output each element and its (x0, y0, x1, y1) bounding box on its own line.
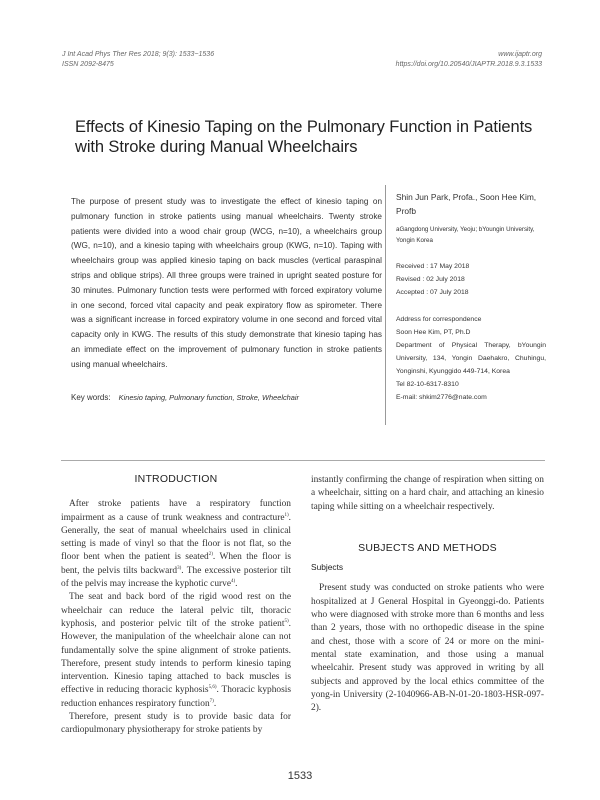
corr-name: Soon Hee Kim, PT, Ph.D (396, 329, 471, 336)
accepted-date: Accepted : 07 July 2018 (396, 289, 469, 296)
paper-title: Effects of Kinesio Taping on the Pulmonary Function in Patients with Stroke during Manual Wheelchairs (75, 118, 533, 156)
keywords (71, 393, 299, 402)
corr-address: Department of Physical Therapy, bYoungin University, 134, Yongin Daehakro, Chuhingu, Yonginshi, Kyunggido 449-714, Korea (396, 342, 546, 375)
article-info-sidebar (396, 190, 546, 404)
journal-header (62, 50, 214, 70)
abstract-section (61, 185, 386, 425)
doi-link[interactable]: https://doi.org/10.20540/JIAPTR.2018.9.3.1533 (395, 61, 542, 68)
received-date: Received : 17 May 2018 (396, 263, 470, 270)
revised-date: Revised : 02 July 2018 (396, 276, 465, 283)
website-link[interactable]: www.ijaptr.org (498, 51, 542, 58)
left-column (61, 473, 291, 738)
author-list: Shin Jun Park, Profa., Soon Hee Kim, Profb (396, 192, 537, 216)
right-column (311, 474, 544, 715)
keywords-list: Kinesio taping, Pulmonary function, Stroke, Wheelchair (118, 393, 299, 402)
correspondence-heading: Address for correspondence (396, 316, 482, 323)
correspondence-block (396, 326, 546, 404)
corr-email[interactable]: E-mail: shkim2776@nate.com (396, 394, 487, 401)
journal-links (396, 50, 542, 70)
intro-paragraph-2: The seat and back bord of the rigid wood rest on the wheelchair can reduce the lateral pelvic tilt, thoracic kyphosis, and posterior pelvic tilt of the stroke patient$^{5)}$. However, the manipulation of the wheelchair alone can not fundamentally solve the spine alignment of stroke patients. Therefore, present study intends to perform kinesio taping intervention. Kinesio taping attached to back muscles is effective in reducing thoracic kyphosis$^{5,6)}$. Thoracic kyphosis reduction enhances respiratory function$^{7)}$. (61, 592, 291, 709)
journal-citation: J Int Acad Phys Ther Res 2018; 9(3): 1533~1536 (62, 51, 215, 58)
section-divider (61, 460, 545, 461)
corr-tel: Tel 82-10-6317-8310 (396, 381, 459, 388)
intro-paragraph-1: After stroke patients have a respiratory function impairment as a cause of trunk weakness and contracture$^{1)}$. Generally, the seat of manual wheelchairs used in clinical setting is made of vinyl so that the floor is not flat, so the floor bent when the patient is seated$^{2)}$. When the floor is bent, the pelvis tilts backward$^{3)}$. The excessive posterior tilt of the pelvis may increase the kyphotic curve$^{4)}$. (61, 499, 292, 590)
intro-continuation: instantly confirming the change of respiration when sitting on a wheelchair, sitting on a hard chair, and attaching an kinesio taping while sitting on a wheelchair respectively. (311, 475, 544, 512)
intro-paragraph-3: Therefore, present study is to provide basic data for cardiopulmonary physiotherapy for stroke patients by (61, 712, 291, 736)
keywords-label: Key words: (71, 393, 111, 402)
subjects-heading: Subjects (311, 562, 344, 573)
abstract-text: The purpose of present study was to investigate the effect of kinesio taping on pulmonary function in stroke patients using manual wheelchairs. Twenty stroke patients were divided into a wood chair group (WCG, n=10), a wheelchairs group (WG, n=10), and a kinesio taping with wheelchairs group (KWG, n=10). Taping with wheelchairs group was applied kinesio taping on back muscles (vertical paraspinal strips and oblique strips). All three groups were trained in upright seated posture for 30 minutes. Pulmonary function tests were performed with forced expiratory volume in one second, forced vital capacity and peak expiratory flow as spirometer. There was a significant increase in forced expiratory volume in one second and forced vital capacity only in KWG. The results of this study demonstrate that kinesio taping has an immediate effect on the improvement of pulmonary function in stroke patients using manual wheelchairs. (71, 197, 382, 369)
introduction-heading: INTRODUCTION (134, 473, 218, 485)
article-dates (396, 260, 546, 299)
issn: ISSN 2092-8475 (62, 61, 114, 68)
methods-heading: SUBJECTS AND METHODS (358, 541, 497, 554)
affiliation: aGangdong University, Yeoju; bYoungin University, Yongin Korea (396, 226, 535, 244)
subjects-paragraph: Present study was conducted on stroke patients who were hospitalized at J General Hospital in Gyeonggi-do. Patients who were diagnosed with stroke more than 6 months and less than 2 years, those with no orthopedic disease in the spine and chest, those with a score of 24 or more on the mini-mental state examination, and those using a manual wheelcahir. Present study was approved in writing by all subjects and approved by the local ethics committee of the yong-in University (2-1040966-AB-N-01-20-1803-HSR-097-2). (311, 583, 544, 714)
page-number: 1533 (287, 770, 313, 782)
